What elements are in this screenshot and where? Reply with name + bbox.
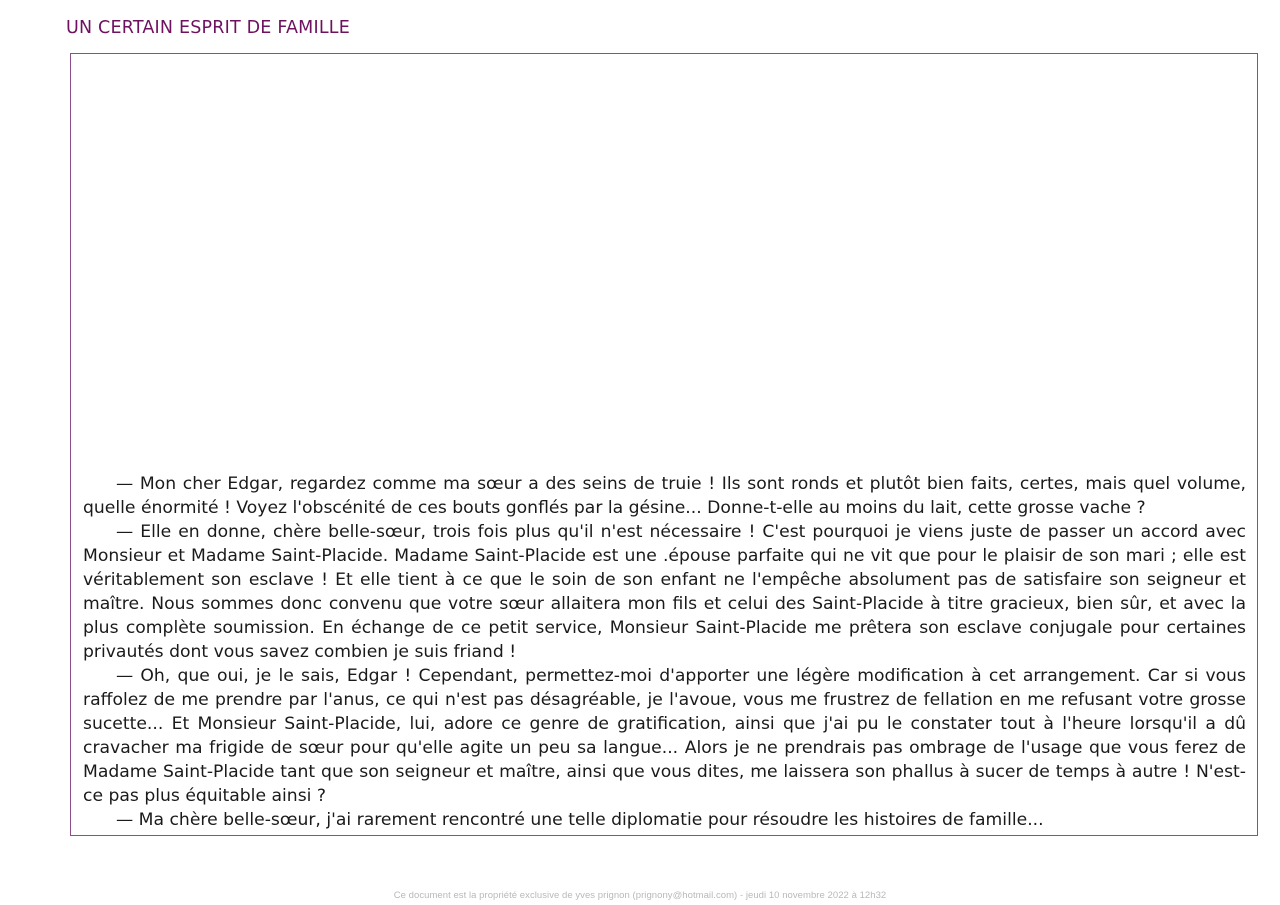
paragraph: — Oh, que oui, je le sais, Edgar ! Cependant, permettez-moi d'apporter une légère modification à cet arrangement. Car si vous raffolez de me prendre par l'anus, ce qui n'est pas désagréable, je l'avoue, vous me frustrez de fellation en me refusant votre grosse sucette... Et Monsieur Saint-Placide, lui, adore ce genre de gratification, ainsi que j'ai pu le constater tout à l'heure lorsqu'il a dû cravacher ma frigide de sœur pour qu'elle agite un peu sa langue... Alors je ne prendrais pas ombrage de l'usage que vous ferez de Madame Saint-Placide tant que son seigneur et maître, ainsi que vous dites, me laissera son phallus à sucer de temps à autre ! N'est-ce pas plus équitable ainsi ? [83,666,1246,806]
content-frame [70,53,1258,836]
paragraph: — Ma chère belle-sœur, j'ai rarement rencontré une telle diplomatie pour résoudre les histoires de famille... [116,810,1044,830]
document-ownership-notice: Ce document est la propriété exclusive de yves prignon (prignony@hotmail.com) - jeudi 10 novembre 2022 à 12h32 [393,890,887,901]
paragraph: — Mon cher Edgar, regardez comme ma sœur a des seins de truie ! Ils sont ronds et plutôt bien faits, certes, mais quel volume, quelle énormité ! Voyez l'obscénité de ces bouts gonflés par la gésine... Donne-t-elle au moins du lait, cette grosse vache ? [83,474,1246,518]
paragraph: — Elle en donne, chère belle-sœur, trois fois plus qu'il n'est nécessaire ! C'est pourquoi je viens juste de passer un accord avec Monsieur et Madame Saint-Placide. Madame Saint-Placide est une .épouse parfaite qui ne vit que pour le plaisir de son mari ; elle est véritablement son esclave ! Et elle tient à ce que le soin de son enfant ne l'empêche absolument pas de satisfaire son seigneur et maître. Nous sommes donc convenu que votre sœur allaitera mon fils et celui des Saint-Placide à titre gracieux, bien sûr, et avec la plus complète soumission. En échange de ce petit service, Monsieur Saint-Placide me prêtera son esclave conjugale pour certaines privautés dont vous savez combien je suis friand ! [83,522,1246,662]
page-title: UN CERTAIN ESPRIT DE FAMILLE [66,17,350,38]
story-text-block [83,472,1246,832]
